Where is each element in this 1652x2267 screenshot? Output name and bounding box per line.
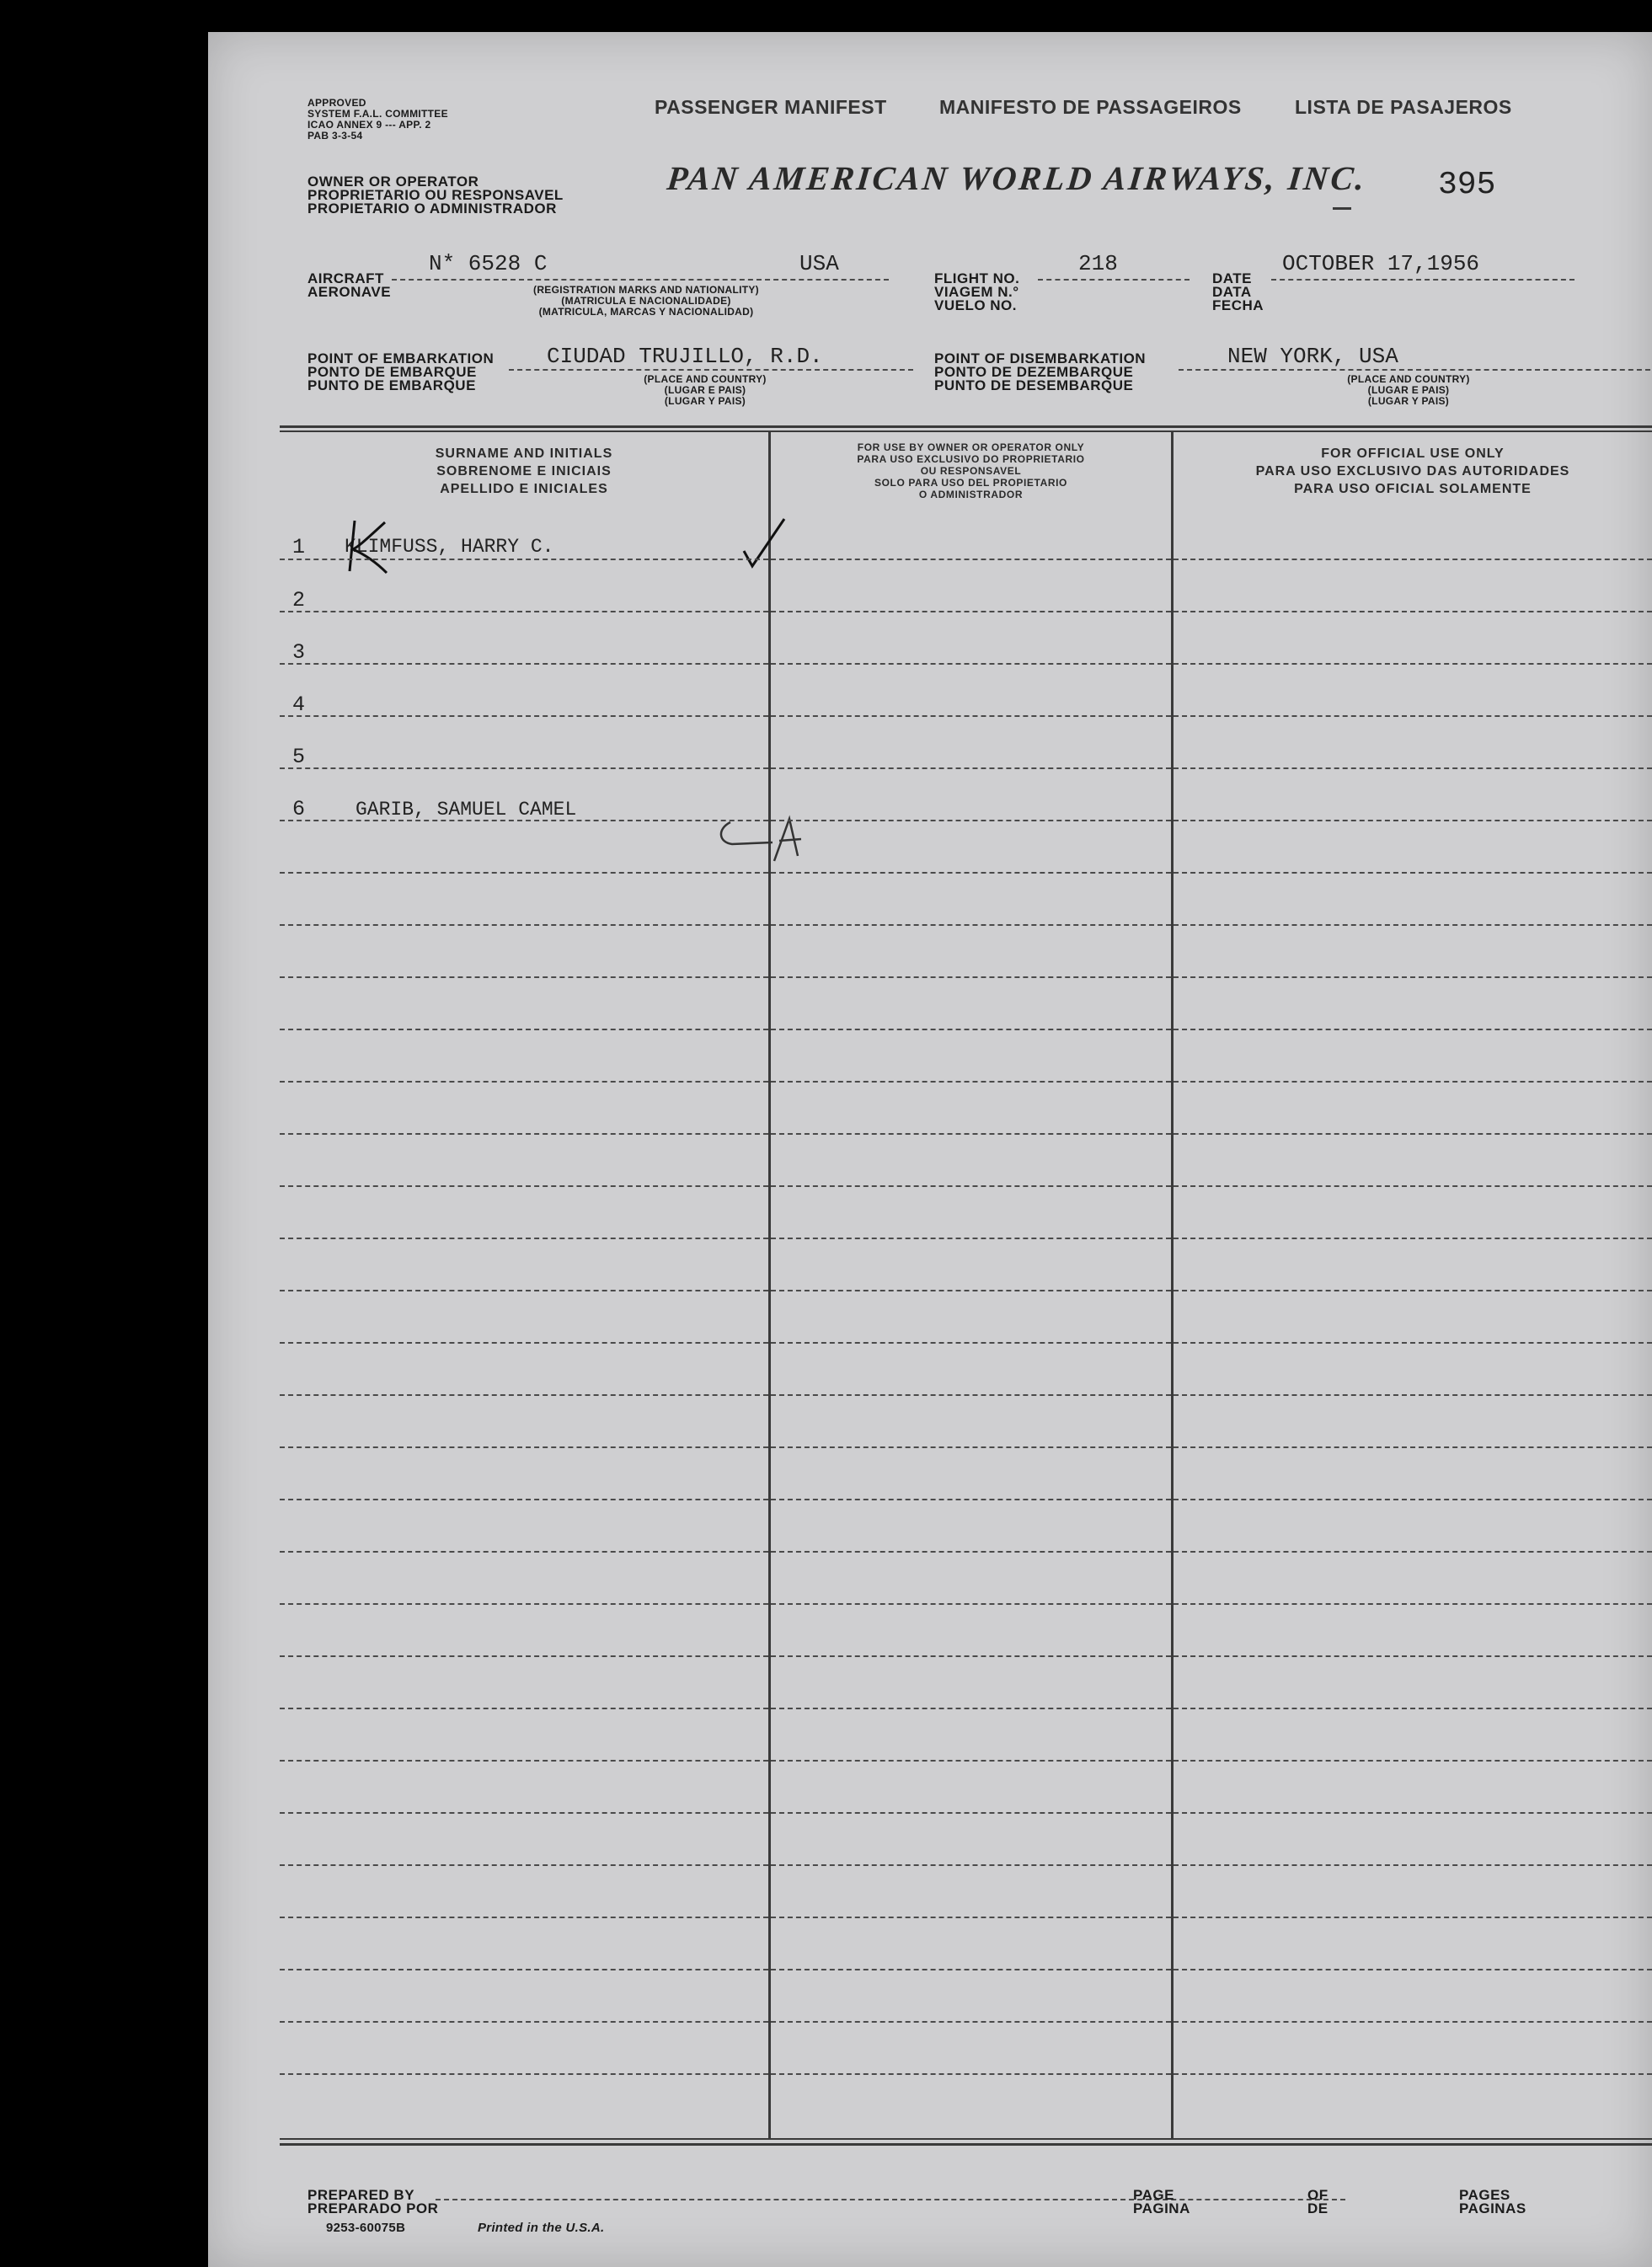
table-bottom-rule <box>280 2138 1652 2140</box>
row-rule <box>280 715 768 717</box>
approval-line: SYSTEM F.A.L. COMMITTEE <box>307 108 448 120</box>
embarkation-label-en: POINT OF EMBARKATION <box>307 350 495 366</box>
header-line: PARA USO EXCLUSIVO DO PROPRIETARIO <box>857 453 1085 465</box>
table-top-rule <box>280 425 1652 428</box>
of-label-en: OF <box>1307 2187 1329 2203</box>
embarkation-sub: (LUGAR Y PAIS) <box>664 395 746 407</box>
row-rule <box>280 611 768 612</box>
row-rule <box>771 1394 1171 1396</box>
handwritten-initial-mark <box>714 814 815 864</box>
row-rule <box>1174 1342 1652 1344</box>
date-labels <box>1212 272 1264 313</box>
row-rule <box>771 1655 1171 1657</box>
row-rule <box>771 611 1171 612</box>
row-rule <box>1174 1133 1652 1135</box>
company-dash <box>1333 207 1351 210</box>
row-rule <box>280 2073 768 2075</box>
column-divider-2 <box>1171 432 1174 2138</box>
row-rule <box>1174 2073 1652 2075</box>
row-rule <box>280 872 768 874</box>
header-line: FOR USE BY OWNER OR OPERATOR ONLY <box>857 441 1085 453</box>
row-rule <box>280 1029 768 1030</box>
row-rule <box>280 1708 768 1709</box>
disembarkation-label-en: POINT OF DISEMBARKATION <box>934 350 1147 366</box>
row-rule <box>1174 1969 1652 1970</box>
embarkation-value: CIUDAD TRUJILLO, R.D. <box>547 344 823 369</box>
row-rule <box>1174 559 1652 560</box>
approval-line: PAB 3-3-54 <box>307 130 363 142</box>
row-rule <box>771 1185 1171 1187</box>
disembarkation-sublabels <box>1303 374 1514 407</box>
row-rule <box>771 976 1171 978</box>
embarkation-sublabels <box>604 374 806 407</box>
row-rule <box>280 663 768 665</box>
row-rule <box>771 1446 1171 1448</box>
row-rule <box>280 1551 768 1553</box>
row-rule <box>771 1708 1171 1709</box>
disembarkation-labels <box>934 352 1146 393</box>
row-rule <box>1174 1551 1652 1553</box>
row-rule <box>1174 1603 1652 1605</box>
row-rule <box>280 1133 768 1135</box>
row-rule <box>280 1760 768 1762</box>
header-line: O ADMINISTRADOR <box>918 489 1024 500</box>
row-rule <box>280 1185 768 1187</box>
flight-label-es: VUELO NO. <box>934 297 1018 313</box>
prepared-labels <box>307 2189 438 2216</box>
row-rule <box>771 767 1171 769</box>
row-rule <box>1174 872 1652 874</box>
row-rule <box>280 1812 768 1814</box>
aircraft-labels <box>307 272 391 299</box>
column-divider-1 <box>768 432 771 2138</box>
aircraft-line <box>392 279 889 281</box>
flight-line <box>1038 279 1190 281</box>
row-number: 6 <box>292 797 306 821</box>
disembarkation-sub: (LUGAR E PAIS) <box>1367 384 1450 396</box>
column-header-official <box>1174 445 1652 498</box>
row-rule <box>771 1342 1171 1344</box>
row-rule <box>1174 1864 1652 1866</box>
row-number: 1 <box>292 535 306 559</box>
aircraft-registration: N* 6528 C <box>429 251 548 276</box>
embarkation-labels <box>307 352 494 393</box>
pages-label-en: PAGES <box>1459 2187 1510 2203</box>
handwritten-k-mark <box>334 512 520 588</box>
row-rule <box>1174 924 1652 926</box>
date-label-en: DATE <box>1212 270 1253 286</box>
row-rule <box>771 2021 1171 2023</box>
prepared-label-pt: PREPARADO POR <box>307 2200 439 2216</box>
row-rule <box>771 1499 1171 1500</box>
row-rule <box>1174 1708 1652 1709</box>
approval-line: APPROVED <box>307 97 366 109</box>
embarkation-label-es: PUNTO DE EMBARQUE <box>307 377 476 393</box>
aircraft-sub: (REGISTRATION MARKS AND NATIONALITY) <box>533 284 759 296</box>
row-rule <box>1174 976 1652 978</box>
embarkation-sub: (LUGAR E PAIS) <box>664 384 746 396</box>
header-line: PARA USO EXCLUSIVO DAS AUTORIDADES <box>1255 464 1570 479</box>
header-line: SOLO PARA USO DEL PROPIETARIO <box>874 477 1067 489</box>
embarkation-line <box>509 369 913 371</box>
owner-label-pt: PROPRIETARIO OU RESPONSAVEL <box>307 187 564 203</box>
row-rule <box>280 924 768 926</box>
title-en: PASSENGER MANIFEST <box>655 96 887 118</box>
row-rule <box>1174 767 1652 769</box>
pages-label-es: PAGINAS <box>1459 2200 1526 2216</box>
disembarkation-value: NEW YORK, USA <box>1227 344 1398 369</box>
header-line: FOR OFFICIAL USE ONLY <box>1321 446 1505 461</box>
embarkation-sub: (PLACE AND COUNTRY) <box>644 373 767 385</box>
row-number: 5 <box>292 745 306 769</box>
row-rule <box>280 1499 768 1500</box>
aircraft-label-pt: AERONAVE <box>307 284 392 300</box>
row-rule <box>771 872 1171 874</box>
flight-number: 218 <box>1078 251 1118 276</box>
row-number: 2 <box>292 588 306 612</box>
embarkation-label-pt: PONTO DE EMBARQUE <box>307 364 477 380</box>
row-rule <box>280 1342 768 1344</box>
row-rule <box>280 1655 768 1657</box>
header-line: PARA USO OFICIAL SOLAMENTE <box>1294 482 1532 496</box>
title-es: LISTA DE PASAJEROS <box>1295 96 1512 118</box>
disembarkation-sub: (PLACE AND COUNTRY) <box>1347 373 1470 385</box>
row-rule <box>1174 1917 1652 1918</box>
table-bottom-rule-2 <box>280 2143 1652 2146</box>
row-rule <box>771 1029 1171 1030</box>
printed-in: Printed in the U.S.A. <box>478 2221 605 2235</box>
row-rule <box>1174 820 1652 821</box>
row-rule <box>280 559 768 560</box>
row-rule <box>1174 1238 1652 1239</box>
aircraft-sublabels <box>469 285 823 318</box>
row-rule <box>280 1238 768 1239</box>
manifest-sheet <box>208 32 1652 2267</box>
row-rule <box>280 2021 768 2023</box>
row-rule <box>1174 1290 1652 1291</box>
aircraft-sub: (MATRICULA, MARCAS Y NACIONALIDAD) <box>538 306 754 318</box>
row-rule <box>771 1081 1171 1083</box>
column-header-names <box>280 445 768 498</box>
row-rule <box>280 1394 768 1396</box>
company-name: PAN AMERICAN WORLD AIRWAYS, INC. <box>665 159 1369 197</box>
column-header-owner-use <box>771 441 1171 500</box>
passenger-name: GARIB, SAMUEL CAMEL <box>356 799 577 821</box>
title-pt: MANIFESTO DE PASSAGEIROS <box>939 96 1242 118</box>
page-labels <box>1133 2189 1190 2216</box>
pages-labels <box>1459 2189 1526 2216</box>
row-rule <box>280 1864 768 1866</box>
flight-labels <box>934 272 1019 313</box>
row-rule <box>771 1238 1171 1239</box>
row-rule <box>1174 1394 1652 1396</box>
row-rule <box>771 1864 1171 1866</box>
row-rule <box>771 1603 1171 1605</box>
row-rule <box>280 1081 768 1083</box>
row-rule <box>1174 715 1652 717</box>
row-rule <box>1174 1760 1652 1762</box>
approval-block <box>307 98 448 142</box>
row-rule <box>1174 1812 1652 1814</box>
row-rule <box>1174 2021 1652 2023</box>
row-rule <box>771 924 1171 926</box>
row-rule <box>771 1760 1171 1762</box>
of-labels <box>1307 2189 1329 2216</box>
header-line: APELLIDO E INICIALES <box>440 482 608 496</box>
row-rule <box>1174 1029 1652 1030</box>
row-rule <box>771 1133 1171 1135</box>
row-rule <box>771 1917 1171 1918</box>
aircraft-sub: (MATRICULA E NACIONALIDADE) <box>561 295 731 307</box>
owner-label-es: PROPIETARIO O ADMINISTRADOR <box>307 201 557 217</box>
row-rule <box>280 1969 768 1970</box>
row-rule <box>1174 663 1652 665</box>
row-rule <box>771 820 1171 821</box>
disembarkation-line <box>1179 369 1650 371</box>
row-rule <box>1174 611 1652 612</box>
row-rule <box>280 767 768 769</box>
owner-labels <box>307 175 564 216</box>
row-rule <box>280 1917 768 1918</box>
row-rule <box>771 1290 1171 1291</box>
date-value: OCTOBER 17,1956 <box>1282 251 1480 276</box>
checkmark-icon <box>739 514 789 573</box>
row-rule <box>280 1446 768 1448</box>
row-rule <box>771 1812 1171 1814</box>
row-rule <box>771 559 1171 560</box>
table-top-rule-2 <box>280 430 1652 432</box>
of-label-es: DE <box>1307 2200 1329 2216</box>
row-rule <box>280 1290 768 1291</box>
row-rule <box>1174 1446 1652 1448</box>
row-number: 3 <box>292 640 306 665</box>
disembarkation-sub: (LUGAR Y PAIS) <box>1367 395 1450 407</box>
aircraft-nationality: USA <box>799 251 839 276</box>
row-rule <box>1174 1081 1652 1083</box>
prepared-line <box>436 2199 1345 2200</box>
page-label-es: PAGINA <box>1133 2200 1190 2216</box>
owner-label-en: OWNER OR OPERATOR <box>307 174 479 190</box>
row-rule <box>280 820 768 821</box>
flight-label-pt: VIAGEM N.° <box>934 284 1019 300</box>
disembarkation-label-es: PUNTO DE DESEMBARQUE <box>934 377 1134 393</box>
aircraft-label-en: AIRCRAFT <box>307 270 384 286</box>
page-label-en: PAGE <box>1133 2187 1174 2203</box>
disembarkation-label-pt: PONTO DE DEZEMBARQUE <box>934 364 1134 380</box>
date-line <box>1271 279 1574 281</box>
row-rule <box>1174 1655 1652 1657</box>
form-number: 9253-60075B <box>326 2221 406 2235</box>
prepared-label-en: PREPARED BY <box>307 2187 415 2203</box>
header-line: SURNAME AND INITIALS <box>435 446 613 461</box>
header-line: SOBRENOME E INICIAIS <box>436 464 612 479</box>
passenger-name: KLIMFUSS, HARRY C. <box>345 536 554 558</box>
row-rule <box>771 1551 1171 1553</box>
date-label-pt: DATA <box>1212 284 1252 300</box>
row-rule <box>771 663 1171 665</box>
row-rule <box>1174 1185 1652 1187</box>
approval-line: ICAO ANNEX 9 --- APP. 2 <box>307 119 431 131</box>
row-rule <box>280 1603 768 1605</box>
date-label-es: FECHA <box>1212 297 1264 313</box>
row-rule <box>280 976 768 978</box>
flight-label-en: FLIGHT NO. <box>934 270 1020 286</box>
row-rule <box>771 2073 1171 2075</box>
row-rule <box>1174 1499 1652 1500</box>
row-number: 4 <box>292 692 306 717</box>
header-line: OU RESPONSAVEL <box>920 465 1022 477</box>
row-rule <box>771 1969 1171 1970</box>
page-number: 395 <box>1438 167 1496 203</box>
row-rule <box>771 715 1171 717</box>
